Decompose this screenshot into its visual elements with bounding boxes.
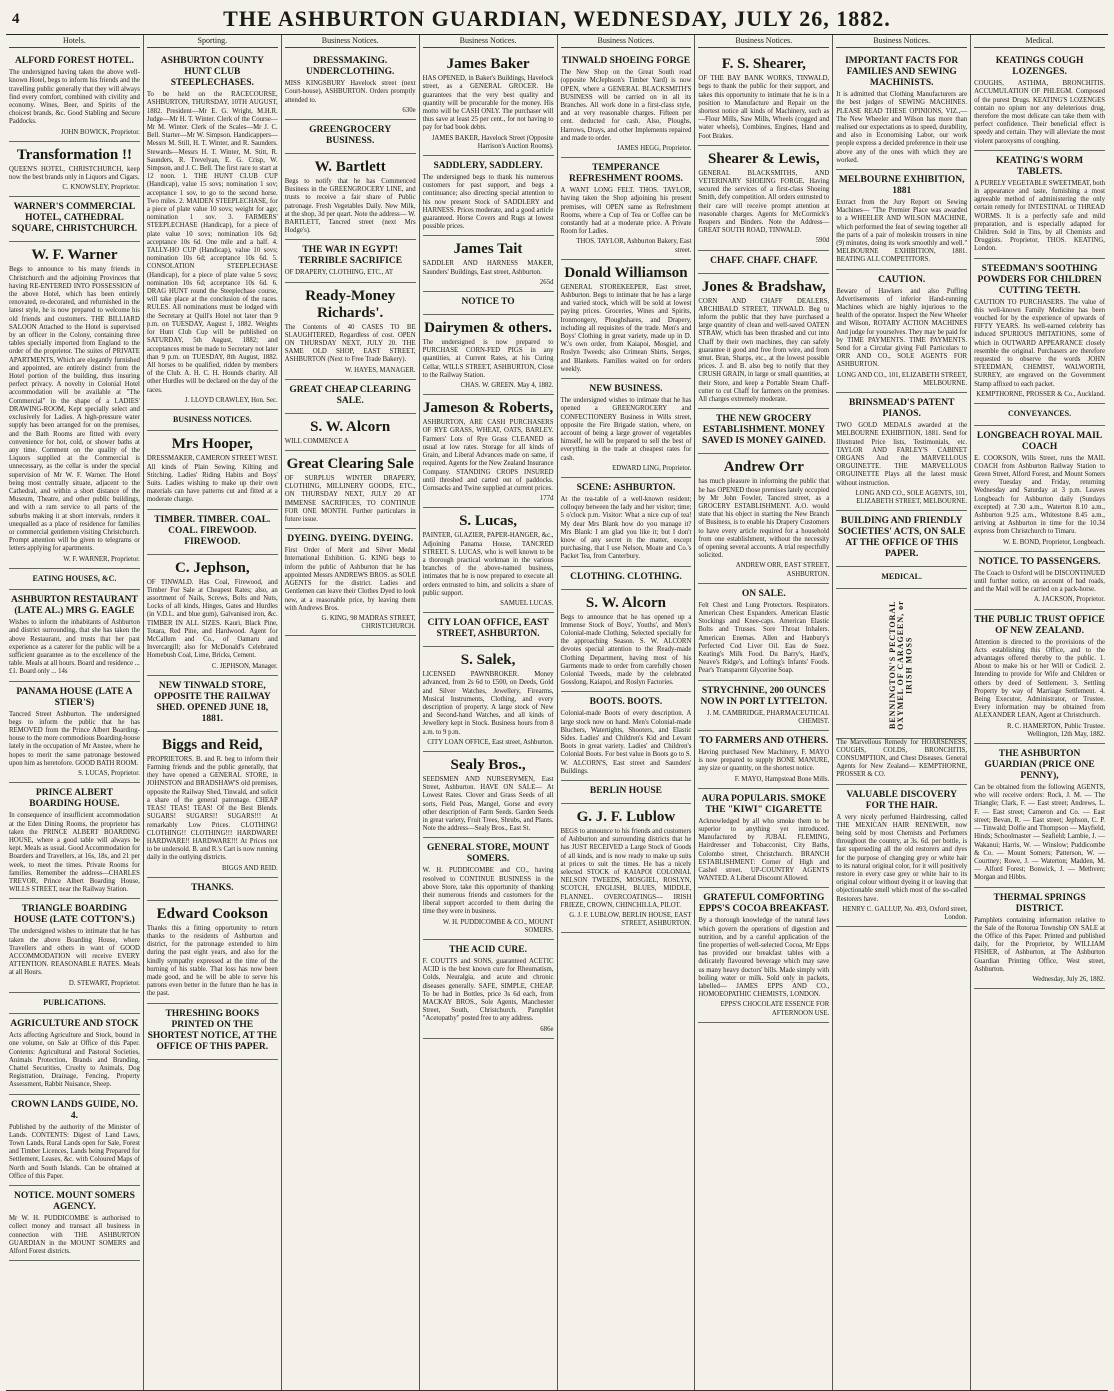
ad-body: E. COOKSON, Wills Street, runs the MAIL COACH from Ashburton Railway Station to Green Street, Alford Forest, and Mount Somers every Tuesday and Friday, returning Wednesday and Saturday at 3 p.m. Leaves Longbeach for Ashburton daily (Sundays excepted) at 7.30 a.m., Waterton 8.10 a.m., Ashburton 9.25 a.m., Whitestone 8.45 a.m., arriving at Ashburton in time for the 10.34 express from Christchurch to Timaru. <box>974 454 1105 536</box>
advertisement <box>285 120 416 154</box>
advertisement <box>423 838 554 940</box>
ad-signature: R. C. HAMERTON, Public Trustee. Wellington, 12th May, 1882. <box>1006 722 1105 738</box>
ad-body: Wishes to inform the inhabitants of Ashburton and district surrounding, that she has taken the above Restaurant, and trusts that her past experience as a caterer for the public will be a sufficient guarantee as to the excellence of the table. Meals at all hours. Board and residence ... £1. Board only ... 14s <box>9 619 140 676</box>
ad-body: TWO GOLD MEDALS awarded at the MELBOURNE EXHIBITION, 1881. Send for Illustrated Price lists, Testimonials, etc. TAYLOR AND FARLEY'S CABINET ORGANS And the MARVELLOUS ORGUINETTE. THE MARVELLOUS ORGUINETTE Plays all the latest music without instruction. <box>836 422 968 487</box>
ad-body: A WANT LONG FELT. THOS. TAYLOR, having taken the Shop adjoining his present premises, will OPEN same as Refreshment Rooms, where a Cup of Tea or Coffee can be constantly had at a moderate price. A Private Room for Ladies. <box>560 187 692 236</box>
ad-body: QUEEN'S HOTEL, CHRISTCHURCH, keep now the best brands only in Liquors and Cigars. <box>9 165 140 182</box>
advertisement <box>561 260 692 379</box>
advertisement <box>147 732 278 878</box>
ad-title: THE WAR IN EGYPT! TERRIBLE SACRIFICE <box>298 245 403 267</box>
ad-body: SEEDSMEN AND NURSERYMEN, East Street, Ashburton. HAVE ON SALE— At Lowest Rates. Clover and Grass Seeds of all sorts, Field Peas, Mangel, Gorse and every other description of Farm Seeds. Garden Seeds in great variety, Fruit Trees, Shrubs, and Plants. Note the address—Sealy Bros., East St. <box>422 775 554 833</box>
ad-title: BOOTS. BOOTS. <box>589 697 663 708</box>
advertisement <box>698 731 829 789</box>
ad-body: In consequence of insufficient accommodation at the Eden Dining Rooms, the proprietor has taken the PRINCE ALBERT BOARDING HOUSE, where a good table will always be kept. Meals as usual. Good Accommodation for Boarders and Travellers, at 16s, 18s, and 21 per week, to meet the times. Private Rooms for families. Remember the address—CHARLES TREVOR, Prince Albert Boarding House, WILLS STREET, near the Railway Station. <box>9 812 140 894</box>
ad-body: Having purchased New Machinery, F. MAYO is now prepared to supply BONE MANURE, any size or quantity, on the shortest notice. <box>698 748 830 773</box>
ad-body: Pamphlets containing information relative to the Sale of the Rotorua Township ON SALE at the Office of this Paper. Printed and published daily, for the Proprietor, by WILLIAM FISHER, of Ashburton, at The Ashburton Guardian Printing Office, West street, Ashburton. <box>974 916 1105 973</box>
advertisement <box>836 51 967 170</box>
advertisement <box>285 154 416 240</box>
advertisement <box>423 508 554 613</box>
ad-signature: 686e <box>540 1025 554 1033</box>
ad-body: Begs to announce that he has opened up a Immense Stock of Boys', Youths', and Men's Colonial-made Clothing, Selected specially for the approaching Season. S. W. ALCORN devotes special attention to the Ready-made Clothing Department, having most of his Garments made to order from carefully chosen Colonial Tweeds, made by the celebrated Gosslong, Kaiapoi, and Roslyn Factories. <box>560 613 692 687</box>
ad-title: NEW TINWALD STORE, OPPOSITE THE RAILWAY SHED. OPENED JUNE 18, 1881. <box>153 680 271 724</box>
ad-body: OF DRAPERY, CLOTHING, ETC., AT <box>284 269 394 277</box>
ad-title: NOTICE. TO PASSENGERS. <box>978 556 1101 567</box>
column-heading: Business Notices. <box>836 35 967 48</box>
ad-body: The undersigned is now prepared to PURCHASE CORN-FED PIGS in any quantities, at Current Rates, at his Curing Cellar, WILLS STREET, ASHBURTON, Close to the Railway Station. <box>422 339 554 379</box>
ad-signature: BIGGS AND REID. <box>222 864 278 872</box>
advertisement <box>836 785 967 928</box>
advertisement <box>561 781 692 804</box>
ad-signature: 265d <box>539 278 554 286</box>
ad-signature: W. HAYES, MANAGER. <box>344 366 416 374</box>
ad-title: GREAT CHEAP CLEARING SALE. <box>289 384 411 406</box>
column-1 <box>6 35 144 1390</box>
section-heading: EATING HOUSES, &C. <box>32 573 117 583</box>
ad-signature: G. J. F. LUBLOW, BERLIN HOUSE, EAST STREET, ASHBURTON. <box>569 912 692 928</box>
advertisement <box>561 51 692 158</box>
advertisement <box>285 529 416 636</box>
ad-body: ASHBURTON, ARE CASH PURCHASERS OF RYE GRASS, WHEAT, OATS, BARLEY. Farmers' Lots of Rye Grass CLEANED as usual at low rates. Storage for all kinds of Grain, and Liberal Advances made on same, if required. Agents for the New Zealand Insurance Company. STANDING CROPS INSURED until threshed and carted out of paddocks. Cornsacks and Twine supplied at current prices. <box>422 419 554 492</box>
column-heading: Business Notices. <box>285 35 416 48</box>
ad-title: DRESSMAKING. UNDERCLOTHING. <box>305 56 395 78</box>
ad-title: CHAFF. CHAFF. CHAFF. <box>710 255 818 266</box>
column-4 <box>420 35 558 1390</box>
advertisement <box>836 589 967 785</box>
advertisement <box>423 613 554 647</box>
ad-body: LICENSED PAWNBROKER. Money advanced, from 2s 6d to £500, on Deeds, Gold and Silver Watches, Jewellery, Firearms, Musical Instruments, Clothing, and every description of property. A large stock of New and Second-hand Watches, and all kinds of Jewellery kept in Stock. Business hours from 8 a.m. to 9 p.m. <box>422 671 554 736</box>
ad-body: Can be obtained from the following AGENTS, who will receive orders: Rock, J. M. — The Triangle; Clark, F. — East street; Andrews, L. F. — East street; Cameron and Co. — East street; Bevan, R. — East street; Jephson, C. P. — Tinwald; Dolfie and Thompson — Mayfield, Hinds; Schoolmaster — Seafield; Lambie, J. — Wakanui; Harris, W. — Winslow; Puddicombe & Co. — Mount Somers; Patterson, W. — Courtney; Rowe, J. — Waterton; Madden, M. — Alford Forest; Bonwick, J. — Methven; Morgan and Hibbs. <box>974 784 1105 882</box>
ad-title: THANKS. <box>191 882 234 893</box>
ad-title: STEEDMAN'S SOOTHING POWDERS FOR CHILDREN CUTTING TEETH. <box>977 263 1102 296</box>
ad-title: PANAMA HOUSE (LATE A STIER'S) <box>16 686 133 708</box>
advertisement <box>974 888 1105 990</box>
advertisement <box>285 380 416 414</box>
ad-title: Andrew Orr <box>723 459 804 476</box>
advertisement <box>836 567 967 589</box>
advertisement <box>285 51 416 120</box>
advertisement <box>974 610 1105 744</box>
ad-body: CORN AND CHAFF DEALERS, ARCHIBALD STREET, TINWALD. Beg to inform the public that they have purchased a large quantity of clean and well-saved OATEN STRAW, which has been thrashed and cut into Chaff by their own machines, they can safely guarantee it good and free from wire, and from smut. Bran, Sharps, etc., at the lowest possible prices. J. and B. also beg to notify that they CRUSH GRAIN, in large or small quantities, at their Store, and keep a Portable Steam Chaff-cutter to cut Chaff for farmers on the premises. All charges extremely moderate. <box>698 297 830 404</box>
ad-title: CAUTION. <box>878 274 926 285</box>
ad-signature: D. STEWART, Proprietor. <box>68 979 140 987</box>
ad-body: First Order of Merit and Silver Medal International Exhibition. G. KING begs to inform the public of Ashburton that he has appointed Messrs ANDREWS BROS. as SOLE AGENTS for the district. Ladies and Gentlemen can leave their Clothes Dyed to look new, at a reasonable price, by leaving them with Andrews Bros. <box>284 547 416 612</box>
advertisement <box>836 511 967 567</box>
ad-body: At the tea-table of a well-known resident; colloquy between the lady and her visitor; time; 5 o'clock p.m. Visitor: What a nice cup of tea! My dear Mrs Blank how do you manage it? Mrs Blank: I am glad you like it; but I don't know of any secret in the matter, except purchasing, that I use Nelson, Moate and Co.'s Packet Tea, from Canterbury. <box>560 495 692 561</box>
advertisement <box>9 1186 140 1261</box>
ad-body: OF TINWALD. Has Coal, Firewood, and Timber For Sale at Cheapest Rates; also, an assortment of Nails, Screws, Bolts and Nuts, Locks of all kinds, Hinges, Gates and Hurdles (in V.D.L. and blue gum), Galvanised iron, &c. TIMBER IN ALL SIZES. Kauri, Black Pine, Totara, Red Pine, and Hardwood. Agent for McCallum and Co., of Oamaru and Invercargill; also for McDonald's Celebrated Homebush Coal, Lime, Bricks, Cement. <box>146 578 278 660</box>
ad-title: C. Jephson, <box>175 559 250 576</box>
advertisement <box>423 395 554 508</box>
advertisement <box>9 142 140 198</box>
advertisement <box>561 379 692 478</box>
ad-body: F. COUTTS and SONS, guaranteed ACETIC ACID is the best known cure for Rheumatism, Colds, Neuralgia, and acute and chronic diseases generally. SAFE, SIMPLE, CHEAP. To be had in Bottles, price 3s 6d each, from MACKAY BROS., Sole Agents, Manchester Street, South, Christchurch. Pamphlet "Acetopathy" posted free to any address. <box>422 958 554 1023</box>
ad-title: S. W. Alcorn <box>585 594 666 611</box>
ad-signature: 590d <box>815 237 830 245</box>
ad-signature: JAMES HEGG, Proprietor. <box>616 145 692 153</box>
ad-title: TRIANGLE BOARDING HOUSE (LATE COTTON'S.) <box>14 904 135 926</box>
ad-signature: S. LUCAS, Proprietor. <box>78 770 140 778</box>
advertisement <box>974 552 1105 610</box>
advertisement <box>698 789 829 889</box>
advertisement <box>561 158 692 260</box>
ad-title: Dairymen & others. <box>424 320 552 337</box>
ad-body: Begs to announce to his many friends in Christchurch and the adjoining Provinces that having RE-ENTERED INTO POSSESSION of the above Hotel, which has been entirely renovated, re-decorated, and refurnished in the latest style, he is now prepared to welcome his old friends and customers. THE BILLIARD SALOON Attached to the Hotel is supervised by an officer in the Colony, containing three tables specially imported from England to the order of the proprietor. The suites of PRIVATE APARTMENTS, Which are elegantly furnished and appointed, are entirely distinct from the Hotel portion of the building, thus insuring perfect privacy. A novelty in Colonial Hotel accommodation will be available at "The Commercial" in the shape of a LADIES' DRAWING-ROOM, Kept specially select and exclusively for Ladies. A high-pressure water supply has been arranged for on the premises, and the Bath Rooms are fitted with every convenience for hot, cold, or shower baths at any time. Comment on the quality of the Liquors supplied at the Commercial is unnecessary, as the cellar is under the special supervision of Mr W. F. Warner. The Hotel being most centrally situate, adjacent to the Cathedral, and within a short distance of the Museum, Theatre, and other public buildings, and with a ram service to all parts of the suburbs making it at short intervals, renders it unequalled as a place of residence for families or commercial gentlemen visiting Christchurch. Prompt attention will be given to telegrams or letters applying for apartments. <box>9 266 140 553</box>
advertisement <box>9 1014 140 1094</box>
ad-title: Mrs Hooper, <box>171 436 253 453</box>
ad-title: CROWN LANDS GUIDE, NO. 4. <box>10 1099 138 1121</box>
ad-signature: LONG AND CO., 101, ELIZABETH STREET, MELBOURNE. <box>837 371 968 387</box>
ad-title: LONGBEACH ROYAL MAIL COACH <box>976 430 1103 452</box>
ad-title: Jameson & Roberts, <box>422 400 554 417</box>
ad-signature: ANDREW ORR, EAST STREET, ASHBURTON. <box>735 562 830 578</box>
ad-title: S. Lucas, <box>459 513 518 530</box>
ad-signature: LONG AND CO., SOLE AGENTS, 101, ELIZABETH STREET, MELBOURNE. <box>855 489 968 505</box>
column-7 <box>833 35 971 1390</box>
ad-title: ALFORD FOREST HOTEL. <box>15 56 134 67</box>
ad-title: PRINCE ALBERT BOARDING HOUSE. <box>29 788 120 810</box>
advertisement <box>561 590 692 693</box>
ad-body: Thanks this a fitting opportunity to return thanks to the residents of Ashburton and district, for the patronage extended to him during the past eight years, and also for the kindly sympathy expressed at the time of the burning of his stable. That loss has now been made good, and he will be able to serve his patrons even better in the future than he has in the past. <box>146 924 278 998</box>
section-heading: MEDICAL. <box>881 572 923 582</box>
ad-title: James Tait <box>453 241 523 258</box>
ad-signature: F. MAYO, Hampstead Bone Mills. <box>734 775 830 783</box>
advertisement <box>974 744 1105 887</box>
ad-title: Sealy Bros., <box>450 756 526 773</box>
advertisement <box>9 993 140 1015</box>
advertisement <box>974 151 1105 259</box>
advertisement <box>561 567 692 590</box>
advertisement <box>974 426 1105 552</box>
ad-signature: W. H. PUDDICOMBE & CO., MOUNT SOMERS. <box>442 918 554 934</box>
column-6 <box>695 35 833 1390</box>
ad-signature: Wednesday, July 26, 1882. <box>1032 975 1105 983</box>
advertisement <box>9 682 140 784</box>
ad-title: NOTICE TO <box>461 297 515 308</box>
advertisement <box>698 251 829 274</box>
ad-body: Mr W. H. PUDDICOMBE is authorised to collect money and transact all business in connection with THE ASHBURTON GUARDIAN in the MOUNT SOMERS and Alford Forest districts. <box>9 1215 140 1255</box>
columns-container <box>6 35 1108 1391</box>
advertisement <box>423 315 554 395</box>
advertisement <box>9 197 140 242</box>
ad-title: AGRICULTURE AND STOCK <box>10 1019 139 1030</box>
ad-body: Beware of Hawkers and also Puffing Advertisements of inferior Hand-running Machines which are highly injurious to the health of the operator. Inspect the New Wheeler and Wilson, ROTARY ACTION MACHINES And judge for yourselves. They may be paid for by TIME PAYMENTS. TIME PAYMENTS. Send for a Circular giving Full Particulars to ORR AND CO., SOLE AGENTS FOR ASHBURTON. <box>836 287 968 369</box>
column-heading: Business Notices. <box>698 35 829 48</box>
ad-signature: CHAS. W. GREEN. May 4, 1882. <box>460 382 554 390</box>
ad-title: CLOTHING. CLOTHING. <box>570 571 682 582</box>
ad-body: The Contents of 40 CASES TO BE SLAUGHTERED, Regardless of cost. OPEN ON THURSDAY NEXT, JULY 20. THE SAME OLD SHOP, EAST STREET, ASHBURTON (Next to Free Trade Bakery). <box>284 323 416 364</box>
advertisement <box>698 274 829 410</box>
ad-body: A very nicely perfumed Hairdressing, called THE MEXICAN HAIR RENEWER, now being sold by most Chemists and Perfumers throughout the country, at 3s. 6d. per bottle, is fast superseding all the old restorers and dyes for the purpose of changing grey or white hair to its natural original color, for it will positively restore in every case grey or white hair to its original colour without dyeing it or leaving that objectionable smell which most of the so-called Restorers have. <box>836 813 968 903</box>
ad-signature: EDWARD LING, Proprietor. <box>612 464 692 472</box>
ad-signature: J. M. CAMBRIDGE, PHARMACEUTICAL CHEMIST. <box>706 709 830 725</box>
advertisement <box>836 393 967 511</box>
ad-title: F. S. Shearer, <box>721 56 806 73</box>
ad-body: Begs to notify that he has Commenced Business in the GREENGROCERY LINE, and trusts to receive a fair share of Public patronage. Fresh Vegetables Daily. New Milk, at the shop, 3d per quart. Note the address— W. BARTLETT, Tancred street (next Mrs Hodge's). <box>284 178 416 235</box>
section-heading: CONVEYANCES. <box>1008 409 1072 419</box>
ad-signature: CITY LOAN OFFICE, East street, Ashburton. <box>427 738 554 746</box>
ad-body: COUGHS, ASTHMA, BRONCHITIS. ACCUMULATION OF PHLEGM. Composed of the purest Drugs. KEATING'S LOZENGES contain no opium nor any deleterious drug, therefore the most delicate can take them with perfect confidence. Their beneficial effect is speedy and certain. They will alleviate the most violent paroxysms of coughing. <box>974 80 1105 145</box>
ad-title: ON SALE. <box>741 588 786 599</box>
advertisement <box>9 242 140 568</box>
advertisement <box>147 901 278 1004</box>
column-5 <box>558 35 696 1390</box>
ad-title: IMPORTANT FACTS FOR FAMILIES AND SEWING MACHINISTS. <box>845 56 959 89</box>
newspaper-title: THE ASHBURTON GUARDIAN, WEDNESDAY, JULY 26, 1882. <box>223 6 891 31</box>
ad-title: TIMBER. TIMBER. COAL. COAL. FIREWOOD. FIREWOOD. <box>154 514 271 547</box>
ad-signature: EPPS'S CHOCOLATE ESSENCE FOR AFTERNOON USE. <box>720 1001 830 1017</box>
ad-title: NOTICE. MOUNT SOMERS AGENCY. <box>13 1191 135 1213</box>
advertisement <box>698 584 829 681</box>
advertisement <box>698 146 829 251</box>
advertisement <box>974 51 1105 151</box>
advertisement <box>836 170 967 270</box>
ad-signature: G. KING, 98 MADRAS STREET, CHRISTCHURCH. <box>321 614 416 631</box>
page-number: 4 <box>12 10 20 27</box>
ad-title: SADDLERY, SADDLERY. <box>433 161 543 172</box>
ad-body: HAS OPENED, in Baker's Buildings, Havelock street, as a GENERAL GROCER. He guarantees that the very best quality and quantity will be procurable for the money. His motto will be CASH ONLY. The purchaser will thus save at least 25 per cent., for not having to pay for bad book debts. <box>422 75 554 132</box>
ad-body: Acknowledged by all who smoke them to be superior to anything yet introduced. Manufactured by JUBAL FLEMING, Hairdresser and Tobacconist, City Baths, Colombo street, Christchurch. BRANCH ESTABLISHMENT: Corner of High and Cashel street. UP-COUNTRY AGENTS WANTED. A Liberal Discount Allowed. <box>698 817 830 883</box>
ad-title: G. J. F. Lublow <box>576 809 676 825</box>
advertisement <box>147 878 278 901</box>
ad-title: THE ASHBURTON GUARDIAN (PRICE ONE PENNY), <box>984 749 1095 782</box>
rotated-ad-title <box>836 592 967 739</box>
ad-body: SADDLER AND HARNESS MAKER, Saunders' Buildings, East street, Ashburton. <box>422 260 554 276</box>
ad-title: James Baker <box>446 56 530 73</box>
ad-title: CITY LOAN OFFICE, EAST STREET, ASHBURTON. <box>427 618 549 640</box>
ad-title: GREENGROCERY BUSINESS. <box>309 125 392 147</box>
column-heading: Business Notices. <box>561 35 692 48</box>
column-3 <box>282 35 420 1390</box>
advertisement <box>974 404 1105 426</box>
ad-title: SCENE: ASHBURTON. <box>576 482 676 493</box>
advertisement <box>423 752 554 838</box>
ad-title: KEATING'S WORM TABLETS. <box>996 155 1084 177</box>
ad-signature: HENRY C. GALLUP, No. 493, Oxford street, London. <box>842 905 968 922</box>
section-heading: BUSINESS NOTICES. <box>172 414 252 424</box>
ad-title: KEATINGS COUGH LOZENGES. <box>995 56 1084 78</box>
ad-body: PAINTER, GLAZIER, PAPER-HANGER, &c., Adjoining Panama House, TANCRED STREET. S. LUCAS, who is well known to be a thorough practical workman in the various branches of the above-named business, intimates that he is now prepared to execute all orders entrusted to him, and solicits a share of public support. <box>422 532 554 597</box>
advertisement <box>698 681 829 731</box>
ad-title: BENNINGTON'S PECTORAL OXYMEL OF CARAGEEN, or IRISH MOSS <box>888 599 914 730</box>
ad-title: Donald Williamson <box>564 264 688 281</box>
advertisement <box>147 676 278 732</box>
ad-title: Great Clearing Sale <box>286 456 414 473</box>
ad-title: Shearer & Lewis, <box>708 150 820 167</box>
advertisement <box>423 647 554 752</box>
ad-title: THERMAL SPRINGS DISTRICT. <box>993 892 1086 914</box>
advertisement <box>285 283 416 380</box>
ad-title: W. F. Warner <box>31 247 118 264</box>
ad-body: The undersigned having taken the above well-known Hotel, begs to inform his friends and the travelling public generally that they will always find every comfort, combined with civility and economy. Wines, Beer, and Spirits of the choicest brands, &c. Good Stabling and Secure Paddocks. <box>9 69 140 126</box>
ad-title: THE NEW GROCERY ESTABLISHMENT. MONEY SAVED IS MONEY GAINED. <box>702 414 826 447</box>
ad-title: BUILDING AND FRIENDLY SOCIETIES' ACTS, ON SALE AT THE OFFICE OF THIS PAPER. <box>838 516 966 560</box>
ad-body: Extract from the Jury Report on Sewing Machines— "The Premier Place was awarded to a WHEELER AND WILSON MACHINE, which performed the feat of sewing together all the parts of a pair of moleskin trousers in nine (9) minutes, doing its work smoothly and well." MELBOURNE EXHIBITION, 1881. BEATING ALL COMPETITORS. <box>836 199 968 264</box>
ad-signature: JOHN BOWICK, Proprietor. <box>60 128 140 136</box>
ad-title: S. W. Alcorn <box>310 418 391 435</box>
column-heading: Sporting. <box>147 35 278 48</box>
ad-body: The Coach to Oxford will be DISCONTINUED until further notice, on account of bad roads, and the Mail will be carried on a pack-horse. <box>974 569 1105 594</box>
ad-title: THE ACID CURE. <box>449 945 527 956</box>
ad-body: The undersigned wishes to intimate that he has opened a GREENGROCERY and CONFECTIONERY Business in Wills street, opposite the Fire Brigade station, where, on account of being a large grower of vegetables himself, he will be prepared to sell the best of everything in the trade at cheapest rates for cash. <box>560 397 692 462</box>
ad-title: TEMPERANCE REFRESHMENT ROOMS. <box>569 163 683 185</box>
ad-title: TINWALD SHOEING FORGE <box>561 56 691 67</box>
column-heading: Hotels. <box>9 35 140 48</box>
ad-title: Biggs and Reid, <box>162 736 263 753</box>
ad-body: Acts affecting Agriculture and Stock, bound in one volume, on Sale at Office of this Paper. Contents: Agricultural and Pastoral Societies, Animals Protection, Brands and Branding, Chattel Securities, Cruelty to Animals, Dog Registration, Drainage, Fencing, Property Assessment, Rabbit Nuisance, Sheep. <box>9 1032 140 1089</box>
advertisement <box>698 409 829 454</box>
advertisement <box>423 156 554 236</box>
ad-signature: W. F. WARNER, Proprietor. <box>63 555 140 563</box>
ad-title: W. Bartlett <box>314 159 386 176</box>
ad-signature: JAMES BAKER, Havelock Street (Opposite Harrison's Auction Rooms). <box>431 134 554 150</box>
ad-signature: KEMPTHORNE, PROSSER & Co., Auckland. <box>976 390 1105 398</box>
advertisement <box>9 569 140 591</box>
ad-title: VALUABLE DISCOVERY FOR THE HAIR. <box>846 789 957 811</box>
advertisement <box>974 259 1105 404</box>
ad-signature: THOS. TAYLOR, Ashburton Bakery, East street. <box>576 238 692 254</box>
advertisement <box>147 1004 278 1060</box>
ad-title: THE PUBLIC TRUST OFFICE OF NEW ZEALAND. <box>974 614 1105 636</box>
advertisement <box>698 454 829 583</box>
ad-title: BERLIN HOUSE <box>589 786 662 796</box>
column-heading: Business Notices. <box>423 35 554 48</box>
ad-title: Transformation !! <box>16 146 132 163</box>
ad-title: ASHBURTON RESTAURANT (LATE AL.) MRS G. EAGLE <box>11 595 138 617</box>
advertisement <box>836 270 967 393</box>
column-heading: Medical. <box>974 35 1105 48</box>
ad-body: The New Shop on the Great South road (opposite McJephson's Timber Yard) is now OPEN, where a GENERAL BLACKSMITH'S BUSINESS will be carried on in all its Branches. All work done in a first-class style, and at very reasonable charges. Fifteen per cent. deducted for cash. Also, Ploughs, Harrows, Drays, and other Implements repaired and made to order. <box>560 69 692 142</box>
ad-title: AURA POPULARIS. SMOKE THE "KIWI" CIGARETTE <box>701 793 826 815</box>
ad-body: OF SURPLUS WINTER DRAPERY, CLOTHING, MILLINERY GOODS, ETC., ON THURSDAY NEXT, JULY 20 AT IMMENSE SACRIFICES, TO CONTINUE FOR ONE MONTH. Further particulars in future issue. <box>284 475 416 524</box>
advertisement <box>9 1095 140 1186</box>
ad-body: The undersigned wishes to intimate that he has taken the above Boarding House, where Travellers and others in want of GOOD ACCOMMODATION will receive EVERY ATTENTION. REASONABLE RATES. Meals at all Hours. <box>9 928 140 977</box>
section-heading: PUBLICATIONS. <box>43 997 106 1007</box>
ad-signature: SAMUEL LUCAS. <box>500 599 554 607</box>
ad-body: To be held on the RACECOURSE, ASHBURTON, THURSDAY, 10TH AUGUST, 1882. President—Mr E. G. Wright, M.H.R. Judge—Mr H. T. Winter. Clerk of the Course—Mr M. Winter. Clerk of the Scales—Mr J. C. Bell. Starter—Mr W. Simpson. Handicappers—Messrs M. Still, H. T. Winter, and R. Saunders. Stewards—Messrs H. T. Winter, M. Stitt, R. Saunders, R. Trevelyan, E. G. Crisp, W. Simpson, and J. C. Bell. The first race to start at 12 noon. 1. THE HUNT CLUB CUP (Handicap), value 15 sovs; nomination 1 sov; acceptance 1 sov, to go to the second horse. Two miles. 2. MAIDEN STEEPLECHASE, for a piece of plate value 10 sovs; weight for age; nomination 1 sov. 3. FARMERS' STEEPLECHASE (Handicap), for a piece of plate value 10 sovs; nomination 10s 6d; acceptance 10s 6d. One mile and a half. 4. TALLY-HO CUP (Handicap), value 10 sovs; nomination 10s 6d; acceptance 10s 6d. 5. CONSOLATION STEEPLECHASE (Handicap), for a piece of plate value 5 sovs; nomination 10s 6d; acceptance 10s 6d. 6. DRAG HUNT round the Steeplechase course, will take place at the conclusion of the races. RULES. All nominations must be lodged with the Secretary at Quill's Hotel not later than 9 p.m. on TUESDAY, August 1, 1882. Weights for Hunt Club Cup will be published on SATURDAY, 5th August, 1882; and acceptances must be made to Secretary not later than 9 p.m. on TUESDAY, 8th August, 1882. All horses to be qualified, ridden by members of the Club. A. H. C. H. Hounds charity. All other Hurdles will be declared on the day of the races. <box>146 91 278 394</box>
advertisement <box>561 478 692 567</box>
ad-body: PROPRIETORS. B. and R. beg to inform their Farming friends and the public generally, that they have opened a GENERAL STORE, in JOHNSTON and BRADSHAW'S old premises, opposite the Railway Shed, Tinwald, and solicit a share of the general patronage. CHEAP TEAS! TEAS! TEAS! Of the Best Blends. SUGARS! SUGARS!! SUGARS!!! At remarkably Low Prices. CLOTHING! CLOTHING!! CLOTHING!!! HARDWARE! HARDWARE!! HARDWARE!!! At Prices not to be undersold. B. and R.'s Cart is now running daily in the outlying districts. <box>146 755 278 862</box>
ad-body: The undersigned begs to thank his numerous customers for past support, and begs a continuance; also directing special attention to his now present Stock of SADDLERY and HARNESS. Prices moderate, and a good article guaranteed. Horse Covers and Rugs at lowest possible prices. <box>422 174 554 231</box>
ad-title: STRYCHNINE, 200 OUNCES NOW IN PORT LYTTELTON. <box>700 685 828 707</box>
ad-title: Edward Cookson <box>156 905 268 922</box>
ad-title: WARNER'S COMMERCIAL HOTEL, CATHEDRAL SQUARE, CHRISTCHURCH. <box>11 202 138 235</box>
ad-body: Published by the authority of the Minister of Lands. CONTENTS: Digest of Land Laws, Town Lands, Rural Lands open for Sale, Forest and Timber Licences, Lands being Prepared for Settlement, Leases, &c. with Coloured Maps of North and South Islands. Can be obtained at Office of this Paper. <box>9 1123 140 1180</box>
advertisement <box>285 240 416 282</box>
ad-title: THRESHING BOOKS PRINTED ON THE SHORTEST NOTICE, AT THE OFFICE OF THIS PAPER. <box>147 1008 277 1052</box>
advertisement <box>423 940 554 1039</box>
ad-title: NEW BUSINESS. <box>589 384 663 395</box>
ad-title: BRINSMEAD'S PATENT PIANOS. <box>848 398 955 420</box>
ad-title: TO FARMERS AND OTHERS. <box>699 735 829 746</box>
ad-body: Felt Chest and Lung Protectors. Respirators. American Chest Expanders. American Elastic Stockings and Knee-caps. American Elastic Bolts and Trusses. Sore Throat Inhalers. American Enemas. Allen and Hanbury's Perfected Cod Liver Oil. Eau de Suez. Keating's Milk Food. Du Barry's, Hard's, Neave's Ridge's, and Lofting's Infants' Foods. Pear's Transparent Glycerine Soap. <box>698 601 830 675</box>
ad-title: S. Salek, <box>460 652 516 669</box>
ad-body: has much pleasure in informing the public that he has OPENED those premises lately occupied by Mr John Fowler, Tancred street, as a GROCERY ESTABLISHMENT. A.O. would state that his object in starting the New Branch of Business, is to enable his Drapery Customers to have every article required for a household from one establishment, without the necessity of opening several accounts. A trial respectfully solicited. <box>698 478 830 560</box>
ad-title: DYEING. DYEING. DYEING. <box>287 534 414 545</box>
ad-body: OF THE BAY BANK WORKS, TINWALD, begs to thank the public for their support, and takes this opportunity to intimate that he is in a position to Manufacture and Repair on the shortest notice all kinds of Machinery, such as—Flour Mills, Saw Mills, Wheels (cogged and water wheels), Combines, Engines, Hand and Foot Brakes. <box>698 75 830 140</box>
ad-signature: C. KNOWSLEY, Proprietor. <box>62 184 140 192</box>
advertisement <box>561 804 692 933</box>
ad-body: GENERAL STOREKEEPER, East street, Ashburton. Begs to intimate that he has a large and varied stock, which will be sold at lowest paying prices. Groceries, Wines and Spirits, Ironmongery, Ploughshares, and Drapery, including all requisites of the trade. Men's and Boys' Clothing in great variety, made up in D. W.'s own order, from Kaiapoi, Mosgiel, and Roslyn Tweeds; also Crimean Shirts, Serges, and Blankets. Families waited on for orders weekly. <box>560 283 692 373</box>
advertisement <box>9 51 140 142</box>
ad-signature: W. E. BOND, Proprietor, Longbeach. <box>1003 538 1105 546</box>
column-2 <box>144 35 282 1390</box>
advertisement <box>147 431 278 509</box>
ad-title: ASHBURTON COUNTY HUNT CLUB STEEPLECHASES. <box>160 56 264 89</box>
ad-title: GENERAL STORE, MOUNT SOMERS. <box>427 843 550 865</box>
ad-body: CAUTION TO PURCHASERS. The value of this well-known Family Medicine has been vouched for by the experience of upwards of FIFTY YEARS. Its well-earned celebrity has induced SPURIOUS IMITATIONS, some of which in OUTWARD APPEARANCE closely resemble the original. Purchasers are therefore requested to observe the words JOHN STEEDMAN, CHEMIST, WALWORTH, SURREY, are engraved on the Government Stamp affixed to each packet. <box>974 298 1105 388</box>
ad-body: Attention is directed to the provisions of the Acts establishing this Office, and to the advantages offered thereby to the public. 1. About to make his or her Will or Codicil. 2. Intending to provide for Wife and Children or others by deed of Settlement. 3. Settling Property by way of Marriage Settlement. 4. Being Executor, Administrator, or Trustee. Every information may be obtained from ALEXANDER LEAN, Agent at Christchurch. <box>974 638 1105 720</box>
advertisement <box>147 555 278 676</box>
advertisement <box>285 451 416 529</box>
ad-body: The Marvellous Remedy for HOARSENESS, COUGHS, COLDS, BRONCHITIS, CONSUMPTION, and Chest Diseases. General Agents for New Zealand— KEMPTHORNE, PROSSER & CO. <box>836 738 968 779</box>
ad-body: BEGS to announce to his friends and customers of Ashburton and surrounding districts that he has JUST RECEIVED a Large Stock of Goods of all kinds, and is now ready to make up suits at prices to suit the times. He has a nicely selected STOCK of KAIAPOI COLONIAL NELSON TWEEDS, MOSGIEL, ROSLYN, SCOTCH, ENGLISH, BLUES, MIDDLE, FLANNEL. OVERCOATINGS— IRISH FRIEZE, CROWN, CHINCHILLA, PILOT. <box>560 828 692 909</box>
advertisement <box>423 236 554 292</box>
ad-signature: 630e <box>402 106 416 114</box>
advertisement <box>423 51 554 156</box>
column-8 <box>971 35 1108 1390</box>
ad-signature: A. JACKSON, Proprietor. <box>1033 596 1105 604</box>
advertisement <box>147 510 278 555</box>
ad-title: Ready-Money Richards'. <box>305 287 396 321</box>
advertisement <box>9 899 140 992</box>
ad-body: WILL COMMENCE A <box>284 437 349 445</box>
ad-body: GENERAL BLACKSMITHS, AND VETERINARY SHOEING FORGE. Having secured the services of a first-class Shoeing Smith, defy competition. All orders entrusted to their care will receive prompt attention at reasonable charges. Agents for McCormick's Reapers and Binders. Note the Address— GREAT SOUTH ROAD, TINWALD. <box>698 169 830 235</box>
ad-body: Colonial-made Boots of every description. A large stock now on hand. Men's Colonial-made Bluchers, Watertights, Shooters, and Elastic Sides. Ladies' and Children's Kid and Levant Boots in great variety. Ladies' and Children's Colonial Boots. For best value in Boots go to S. W. ALCORN'S, East street and Saunders' Buildings. <box>560 710 692 775</box>
advertisement <box>423 292 554 315</box>
ad-signature: C. JEPHSON, Manager. <box>211 662 278 670</box>
advertisement <box>561 692 692 781</box>
ad-title: MELBOURNE EXHIBITION, 1881 <box>838 175 965 197</box>
advertisement <box>698 51 829 146</box>
ad-title: Jones & Bradshaw, <box>701 278 826 295</box>
advertisement <box>147 410 278 432</box>
ad-body: It is admitted that Clothing Manufacturers are the best judges of SEWING MACHINES. PLEASE READ THESE OPINIONS, VIZ.,— The New Wheeler and Wilson has more than realised our expectations as to speed, durability, and also in Economising Labor, our work people express a decided preference in their use above any of the ones with which they are worked. <box>836 91 968 164</box>
ad-body: W. H. PUDDICOMBE and CO., having resolved to CONTINUE BUSINESS in the above Store, take this opportunity of thanking their numerous friends and customers for the liberal support accorded to them during the time they were in business. <box>422 867 554 916</box>
advertisement <box>9 783 140 899</box>
ad-title: GRATEFUL COMFORTING EPPS'S COCOA BREAKFAST. <box>698 893 829 915</box>
masthead <box>6 4 1108 35</box>
advertisement <box>147 51 278 410</box>
ad-body: Tancred Street Ashburton. The undersigned begs to inform the public that he has REMOVED from the Prince Albert Boarding-house to the more commodious Boarding-house lately in the occupation of Mr Anstee, where he hopes to merit the same patronage bestowed upon him as heretofore. GOOD BATH ROOM. <box>9 710 140 767</box>
ad-signature: 177d <box>539 495 554 503</box>
advertisement <box>285 414 416 451</box>
ad-body: By a thorough knowledge of the natural laws which govern the operations of digestion and nutrition, and by a careful application of the fine properties of well-selected Cocoa, Mr Epps has provided our breakfast tables with a delicately flavoured beverage which may save us many heavy doctors' bills. Made simply with boiling water or milk. Sold only in packets, labelled— JAMES EPPS AND CO., HOMOEOPATHIC CHEMISTS, LONDON. <box>698 917 830 999</box>
advertisement <box>698 888 829 1022</box>
advertisement <box>9 590 140 681</box>
ad-signature: J. LLOYD CRAWLEY, Hon. Sec. <box>184 396 278 404</box>
ad-body: A PURELY VEGETABLE SWEETMEAT, both in appearance and taste, furnishing a most agreeable method of administering the only certain remedy for INTESTINAL or THREAD WORMS. It is a perfectly safe and mild preparation, and is especially adapted for Children. Sold in Tins, by all Chemists and Druggists. Proprietor, THOS. KEATING, London. <box>974 179 1105 253</box>
ad-body: MISS KINGSBURY Havelock street (next Court-house), ASHBURTON. Orders promptly attended to. <box>284 80 416 104</box>
ad-body: DRESSMAKER, CAMERON STREET WEST. All kinds of Plain Sewing. Kilting and Stitching. Ladies' Riding Habits and Boys' Suits. Ladies wishing to make up their own materials can have patterns cut and fitted at a moderate charge. <box>146 455 278 504</box>
